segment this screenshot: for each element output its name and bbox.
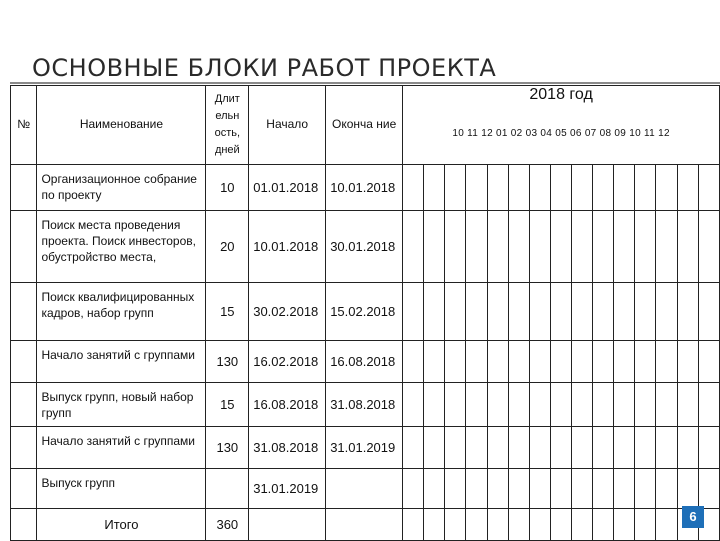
table-row bbox=[11, 382, 720, 426]
task-start: 30.02.2018 bbox=[249, 282, 326, 340]
task-end: 31.01.2019 bbox=[326, 426, 403, 468]
table-row bbox=[11, 282, 720, 340]
table-row bbox=[11, 468, 720, 508]
year-header: 2018 год bbox=[403, 86, 720, 105]
task-start: 01.01.2018 bbox=[249, 164, 326, 210]
task-duration: 10 bbox=[206, 164, 249, 210]
col-header-duration: Длит ельн ость, дней bbox=[206, 86, 249, 165]
task-duration: 15 bbox=[206, 282, 249, 340]
task-start: 31.01.2019 bbox=[249, 468, 326, 508]
task-end: 31.08.2018 bbox=[326, 382, 403, 426]
title-underline bbox=[10, 82, 720, 84]
task-duration bbox=[206, 468, 249, 508]
task-duration: 20 bbox=[206, 210, 249, 282]
task-duration: 15 bbox=[206, 382, 249, 426]
table-row bbox=[11, 340, 720, 382]
task-end: 10.01.2018 bbox=[326, 164, 403, 210]
col-header-number: № bbox=[11, 86, 37, 165]
task-duration: 130 bbox=[206, 340, 249, 382]
task-start: 16.02.2018 bbox=[249, 340, 326, 382]
table-row bbox=[11, 210, 720, 282]
task-name: Выпуск групп, новый набор групп bbox=[37, 382, 206, 426]
task-end: 16.08.2018 bbox=[326, 340, 403, 382]
total-label: Итого bbox=[37, 508, 206, 540]
task-start: 16.08.2018 bbox=[249, 382, 326, 426]
total-duration: 360 bbox=[206, 508, 249, 540]
task-name: Организационное собрание по проекту bbox=[37, 164, 206, 210]
col-header-name: Наименование bbox=[37, 86, 206, 165]
page-title: ОСНОВНЫЕ БЛОКИ РАБОТ ПРОЕКТА bbox=[32, 54, 497, 82]
task-end: 30.01.2018 bbox=[326, 210, 403, 282]
col-header-start: Начало bbox=[249, 86, 326, 165]
task-duration: 130 bbox=[206, 426, 249, 468]
task-end: 15.02.2018 bbox=[326, 282, 403, 340]
task-start: 31.08.2018 bbox=[249, 426, 326, 468]
task-name: Начало занятий с группами bbox=[37, 340, 206, 382]
task-name: Поиск квалифицированных кадров, набор групп bbox=[37, 282, 206, 340]
table-row bbox=[11, 426, 720, 468]
task-start: 10.01.2018 bbox=[249, 210, 326, 282]
task-name: Поиск места проведения проекта. Поиск инвесторов, обустройство места, bbox=[37, 210, 206, 282]
col-header-end: Оконча ние bbox=[326, 86, 403, 165]
total-row bbox=[11, 508, 720, 540]
task-name: Выпуск групп bbox=[37, 468, 206, 508]
project-schedule-table bbox=[10, 85, 720, 541]
task-end bbox=[326, 468, 403, 508]
page-number-badge: 6 bbox=[682, 506, 704, 528]
task-name: Начало занятий с группами bbox=[37, 426, 206, 468]
table-row bbox=[11, 164, 720, 210]
months-header: 10 11 12 01 02 03 04 05 06 07 08 09 10 11 12 bbox=[403, 104, 720, 164]
